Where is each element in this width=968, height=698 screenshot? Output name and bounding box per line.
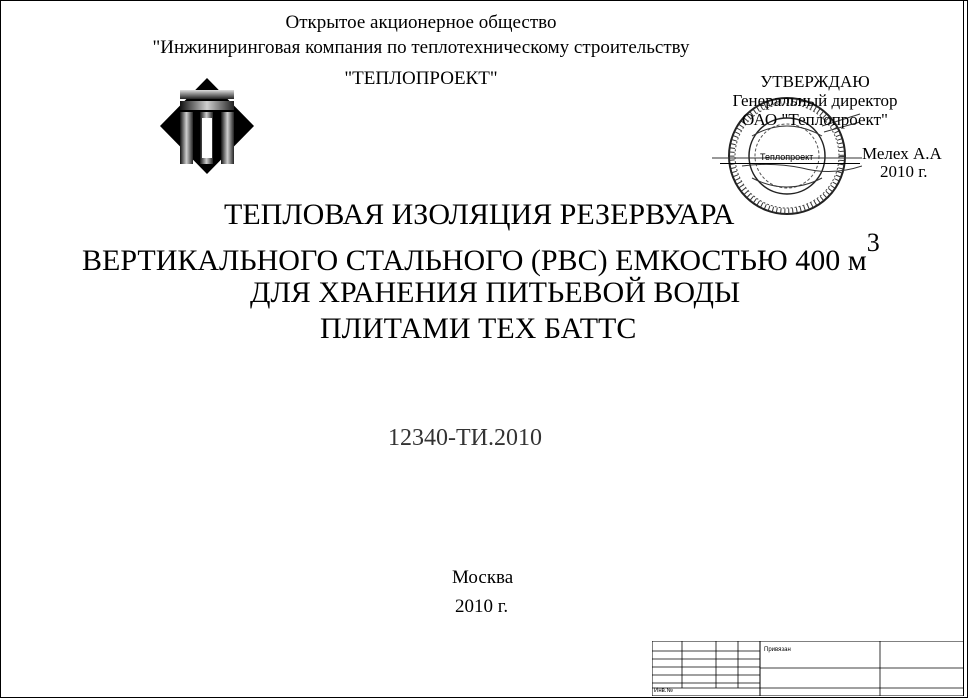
title-block-table: [652, 641, 964, 696]
title-line-2-text: ВЕРТИКАЛЬНОГО СТАЛЬНОГО (РВС) ЕМКОСТЬЮ 400 м: [82, 244, 867, 277]
approval-block: [700, 72, 930, 129]
org-name: "Инжиниринговая компания по теплотехническому строительству: [152, 37, 690, 58]
teploproekt-logo-icon: [160, 78, 254, 174]
approval-company: ОАО "Теплопроект": [742, 110, 888, 129]
document-code: 12340-ТИ.2010: [388, 425, 542, 451]
title-line-3: ДЛЯ ХРАНЕНИЯ ПИТЬЕВОЙ ВОДЫ: [250, 276, 741, 309]
signer-name: Мелех А.А: [862, 144, 942, 163]
title-block-label-bottom: Инв.№: [654, 688, 673, 694]
document-year: 2010 г.: [455, 596, 509, 617]
frame-line: [963, 0, 964, 696]
approval-year: 2010 г.: [880, 162, 928, 181]
approval-heading: УТВЕРЖДАЮ: [760, 72, 870, 91]
cubic-superscript: 3: [866, 228, 880, 257]
title-line-4: ПЛИТАМИ ТЕХ БАТТС: [320, 312, 637, 345]
city: Москва: [452, 567, 514, 588]
title-line-2: [82, 228, 880, 278]
seal-text: Теплопроект: [760, 152, 814, 162]
approval-position: Генеральный директор: [732, 91, 898, 110]
title-block-label-top: Привязан: [764, 647, 791, 653]
org-type: Открытое акционерное общество: [285, 12, 557, 33]
title-line-1: ТЕПЛОВАЯ ИЗОЛЯЦИЯ РЕЗЕРВУАРА: [224, 198, 735, 231]
org-short-name: "ТЕПЛОПРОЕКТ": [344, 68, 498, 89]
